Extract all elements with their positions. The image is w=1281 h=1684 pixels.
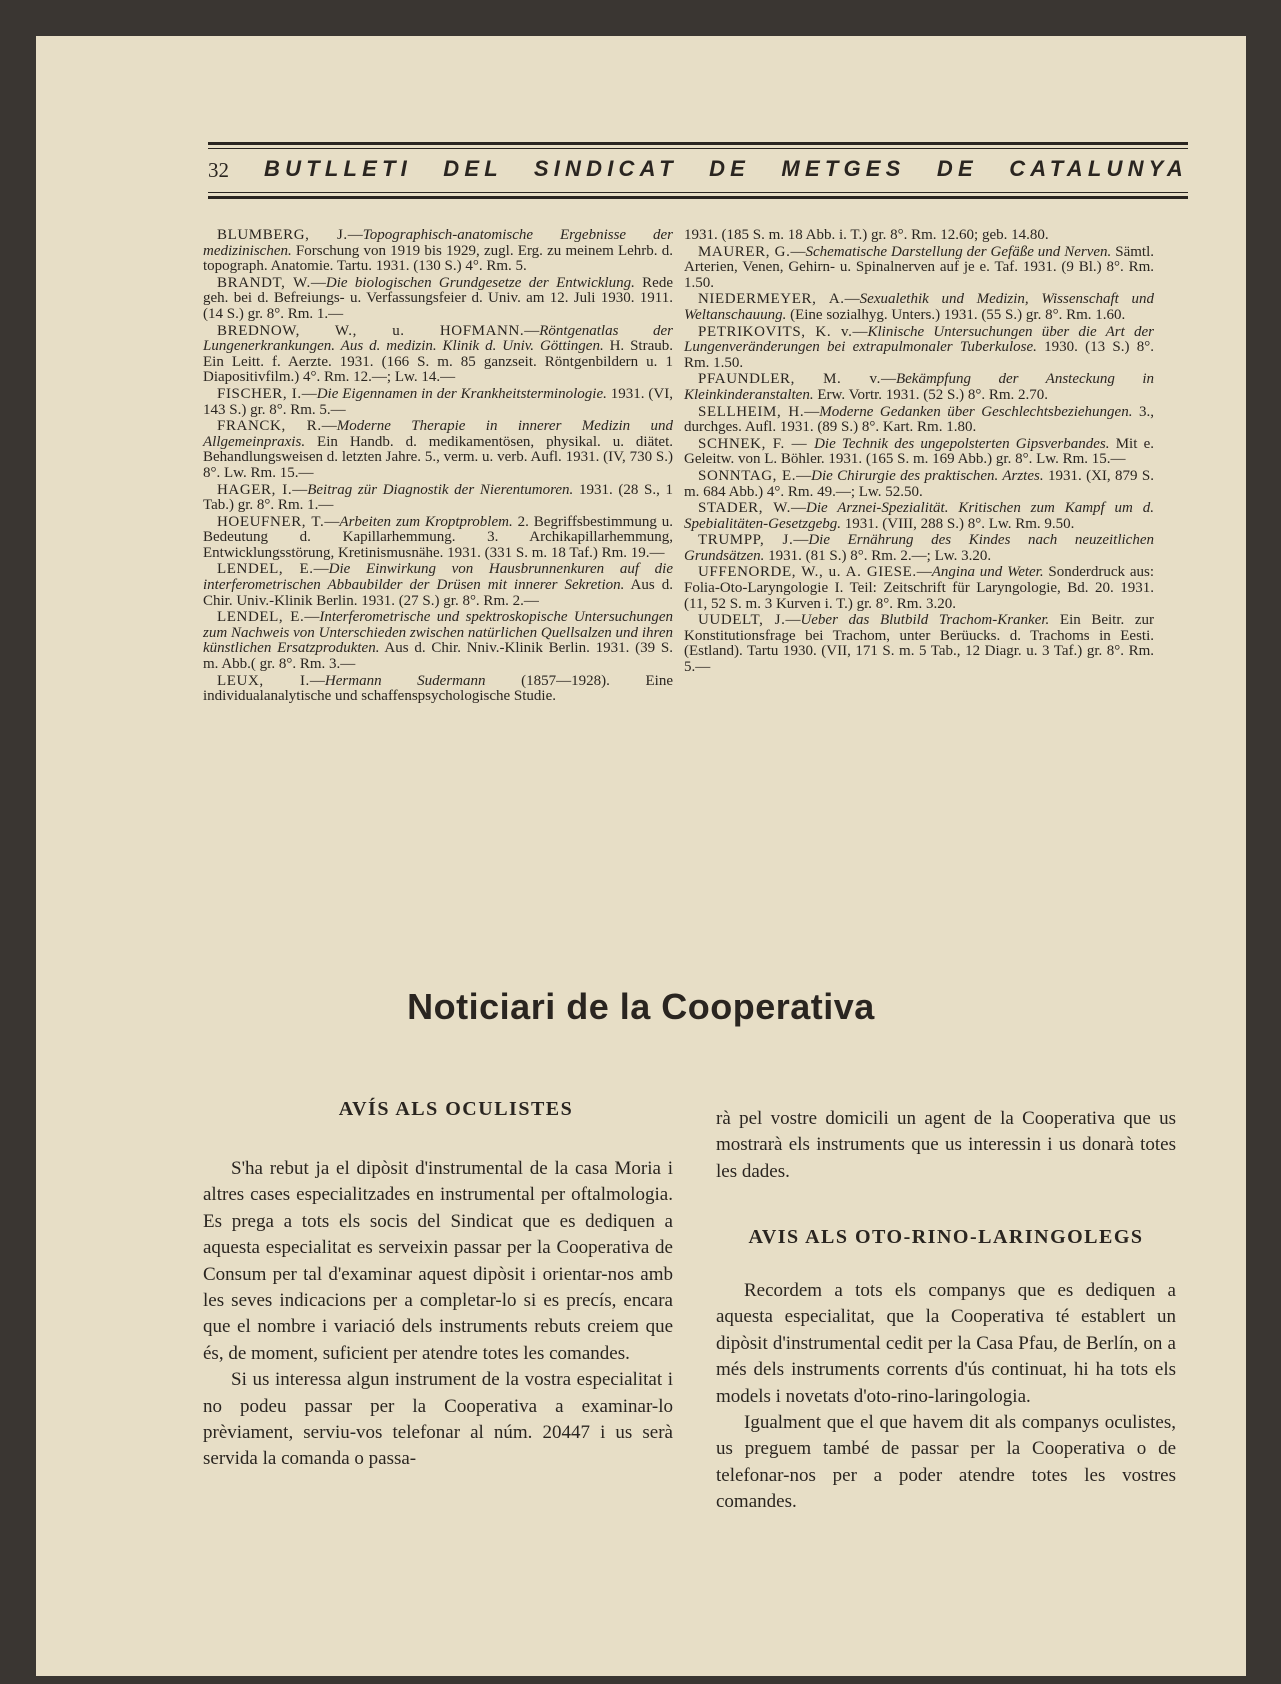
bibliography-entry: UFFENORDE, W., u. A. GIESE.—Angina und Weter. Sonderdruck aus: Folia-Oto-Laryngologie I. Teil: Zeitschrift für Laryngologie, Bd. 20. 1931. (11, 52 S. m. 3 Kurven i. T.) gr. 8°. Rm. 3.20. [684,564,1155,612]
bibliography-entry: LENDEL, E.—Die Einwirkung von Hausbrunnenkuren auf die interferometrischen Abbaubilder der Drüsen mit innerer Sekretion. Aus d. Chir. Univ.-Klinik Berlin. 1931. (27 S.) gr. 8°. Rm. 2.— [203,561,673,609]
entry-author: PFAUNDLER, M. v. [698,371,881,388]
bibliography-entry: SONNTAG, E.—Die Chirurgie des praktischen. Arztes. 1931. (XI, 879 S. m. 684 Abb.) 4°. Rm. 49.—; Lw. 52.50. [684,467,1155,500]
entry-title: Die Arznei-Spezialität. Kritischen zum Kampf um d. Spebialitäten-Gesetzgebg. [684,500,1154,532]
entry-title: Die Einwirkung von Hausbrunnenkuren auf die interferometrischen Abbaubilder der Drüsen mit innerer Sekretion. [203,561,673,594]
entry-title: Die Chirurgie des praktischen. Arztes. [811,467,1044,484]
header-rule-bottom-thin [208,192,1188,193]
bibliography-entry: HAGER, I.—Beitrag zür Diagnostik der Nierentumoren. 1931. (28 S., 1 Tab.) gr. 8°. Rm. 1.— [203,481,674,514]
entry-title: Ueber das Blutbild Trachom-Kranker. [800,612,1050,629]
entry-title: Beitrag zür Diagnostik der Nierentumoren. [307,481,574,498]
oto-body [716,1278,1176,1516]
entry-title: Schematische Darstellung der Gefäße und Nerven. [805,243,1112,260]
entry-author: LENDEL, E. [217,609,305,626]
entry-details: H. Straub. Ein Leitt. f. Aerzte. 1931. (166 S. m. 85 ganzseit. Röntgenbildern u. 1 Diapositivfilm.) 4°. Rm. 12.—; Lw. 14.— [203,338,673,386]
page-number: 32 [208,158,229,182]
bibliography-entry: UUDELT, J.—Ueber das Blutbild Trachom-Kranker. Ein Beitr. zur Konstitutionsfrage bei Trachom, unter Berüucks. d. Trachoms in Eesti. (Estland). Tartu 1930. (VII, 171 S. m. 5 Tab., 12 Diagr. u. 3 Taf.) gr. 8°. Rm. 5.— [684,612,1154,676]
entry-title: Die Technik des ungepolsterten Gipsverbandes. [814,435,1110,452]
bibliography-entry: LENDEL, E.—Interferometrische und spektroskopische Untersuchungen zum Nachweis von Unterschieden zwischen natürlichen Quellsalzen und ihren künstlichen Ersatzprodukten. Aus d. Chir. Nniv.-Klinik Berlin. 1931. (39 S. m. Abb.( gr. 8°. Rm. 3.— [203,609,674,673]
entry-details: Ein Beitr. zur Konstitutionsfrage bei Trachom, unter Berüucks. d. Trachoms in Eesti. (Estland). Tartu 1930. (VII, 171 S. m. 5 Tab., 12 Diagr. u. 3 Taf.) gr. 8°. Rm. 5.— [684,612,1154,676]
entry-details: 1931. (81 S.) 8°. Rm. 2.—; Lw. 3.20. [764,547,992,564]
entry-details: Sonderdruck aus: Folia-Oto-Laryngologie I. Teil: Zeitschrift für Laryngologie, Bd. 20. 1931. (11, 52 S. m. 3 Kurven i. T.) gr. 8°. Rm. 3.20. [684,564,1155,612]
entry-title: Röntgenatlas der Lungenerkrankungen. Aus d. medizin. Klinik d. Univ. Göttingen. [203,322,674,355]
bibliography-entry: PFAUNDLER, M. v.—Bekämpfung der Ansteckung in Kleinkinderanstalten. Erw. Vortr. 1931. (52 S.) 8°. Rm. 2.70. [684,371,1154,403]
bibliography-entry [684,228,1154,244]
entry-details: 1931. (VI, 143 S.) gr. 8°. Rm. 5.— [203,385,673,418]
entry-title: Angina und Weter. [931,564,1044,581]
entry-title: Klinische Untersuchungen über die Art der Lungenveränderungen bei extrapulmonaler Tuberkulose. [684,323,1154,356]
header-rule-top-thin [208,148,1188,149]
oto-paragraph: Igualment que el que havem dit als companys oculistes, us preguem també de passar per la Cooperativa o de telefonar-nos per a poder atendre totes les vostres comandes. [716,1412,1176,1513]
bibliography-entry: BREDNOW, W., u. HOFMANN.—Röntgenatlas der Lungenerkrankungen. Aus d. medizin. Klinik d. Univ. Göttingen. H. Straub. Ein Leitt. f. Aerzte. 1931. (166 S. m. 85 ganzseit. Röntgenbildern u. 1 Diapositivfilm.) 4°. Rm. 12.—; Lw. 14.— [203,322,674,386]
entry-details: 3., durchges. Aufl. 1931. (89 S.) 8°. Kart. Rm. 1.80. [684,403,1154,436]
entry-details: 1931. (185 S. m. 18 Abb. i. T.) gr. 8°. Rm. 12.60; geb. 14.80. [684,227,1049,243]
oto-heading: AVIS ALS OTO-RINO-LARINGOLEGS [748,1226,1144,1248]
bibliography-entry: BLUMBERG, J.—Topographisch-anatomische Ergebnisse der medizinischen. Forschung von 1919 bis 1929, zugl. Erg. zu meinem Lehrb. d. topograph. Anatomie. Tartu. 1931. (130 S.) 4°. Rm. 5. [203,227,673,275]
entry-author: FRANCK, R. [217,418,322,435]
entry-details: (Eine sozialhyg. Unters.) 1931. (55 S.) gr. 8°. Rm. 1.60. [786,306,1126,323]
header-rule-top-thick [208,142,1188,145]
entry-author: UFFENORDE, W., u. A. GIESE. [698,564,917,581]
entry-author: SONNTAG, E. [698,467,797,484]
entry-author: LENDEL, E. [217,561,314,578]
entry-title: Die Ernährung des Kindes nach neuzeitlichen Grundsätzen. [684,532,1154,564]
entry-details: 1931. (XI, 879 S. m. 684 Abb.) 4°. Rm. 49.—; Lw. 52.50. [684,467,1155,500]
bibliography-entry: PETRIKOVITS, K. v.—Klinische Untersuchungen über die Art der Lungenveränderungen bei extrapulmonaler Tuberkulose. 1930. (13 S.) 8°. Rm. 1.50. [684,323,1154,371]
entry-author: HOEUFNER, T. [217,513,325,530]
entry-title: Sexualethik und Medizin, Wissenschaft und Weltanschauung. [684,291,1154,323]
entry-details: Sämtl. Arterien, Venen, Gehirn- u. Spinalnerven auf je e. Taf. 1931. (9 Bl.) 8°. Rm. 1.50. [684,243,1154,291]
entry-author: PETRIKOVITS, K. v. [698,323,853,340]
entry-details: 2. Begriffsbestimmung u. Bedeutung d. Kapillarhemmung. 3. Archikapillarhemmung, Entwicklungsstörung, Kretinismusnähe. 1931. (331 S. m. 18 Taf.) Rm. 19.— [203,513,674,561]
entry-details: Erw. Vortr. 1931. (52 S.) 8°. Rm. 2.70. [813,386,1049,403]
entry-details: Aus d. Chir. Nniv.-Klinik Berlin. 1931. (39 S. m. Abb.( gr. 8°. Rm. 3.— [203,640,674,673]
entry-author: SELLHEIM, H. [698,403,805,420]
bibliography-right-column [684,228,1154,677]
entry-title: Hermann Sudermann [324,672,486,689]
entry-title: Interferometrische und spektroskopische Untersuchungen zum Nachweis von Unterschieden zwischen natürlichen Quellsalzen und ihren künstlichen Ersatzprodukten. [203,609,673,657]
oculistes-heading: AVÍS ALS OCULISTES [338,1098,574,1120]
entry-author: NIEDERMEYER, A. [698,291,845,308]
entry-details: (1857—1928). Eine individualanalytische und schaffenspsychologische Studie. [203,672,673,705]
oto-paragraph: Recordem a tots els companys que es dediquen a aquesta especialitat, que la Cooperativa té establert un dipòsit d'instrumental cedit per la Casa Pfau, de Berlín, on a més dels instruments corrents d'ús continuat, hi ha tots els models i novetats d'oto-rino-laringologia. [716,1280,1176,1407]
oculistes-paragraph: S'ha rebut ja el dipòsit d'instrumental de la casa Moria i altres cases especialitzades en instrumental per oftalmologia. Es prega a tots els socis del Sindicat que es dediquen a aquesta especialitat es serveixin passar per la Cooperativa de Consum per tal d'examinar aquest dipòsit i orientar-nos amb les seves indicacions per a completar-lo si es precís, encara que el nombre i variació dels instruments rebuts creiem que és, de moment, suficient per atendre totes les comandes. [203,1158,673,1364]
entry-title: Bekämpfung der Ansteckung in Kleinkinderanstalten. [684,371,1154,403]
oculistes-continued-paragraph: rà pel vostre domicili un agent de la Cooperativa que us mostrarà els instruments que us interessin i us donarà totes les dades. [716,1108,1176,1182]
entry-title: Die biologischen Grundgesetze der Entwicklung. [325,274,635,291]
entry-author: SCHNEK, F. — [698,435,815,452]
entry-details: Forschung von 1919 bis 1929, zugl. Erg. zu meinem Lehrb. d. topograph. Anatomie. Tartu. 1931. (130 S.) 4°. Rm. 5. [203,242,673,275]
bibliography-entry: FRANCK, R.—Moderne Therapie in innerer Medizin und Allgemeinpraxis. Ein Handb. d. medikamentösen, physikal. u. diätet. Behandlungsweisen d. letzten Jahre. 5., verm. u. verb. Aufl. 1931. (IV, 730 S.) 8°. Lw. Rm. 15.— [203,418,674,481]
running-title: BUTLLETI DEL SINDICAT DE METGES DE CATALUNYA [264,156,1188,181]
bibliography-entry: SELLHEIM, H.—Moderne Gedanken über Geschlechtsbeziehungen. 3., durchges. Aufl. 1931. (89 S.) 8°. Kart. Rm. 1.80. [684,403,1154,436]
bibliography-entry: TRUMPP, J.—Die Ernährung des Kindes nach neuzeitlichen Grundsätzen. 1931. (81 S.) 8°. Rm. 2.—; Lw. 3.20. [684,532,1154,564]
entry-details: Rede geh. bei d. Befreiungs- u. Verfassungsfeier d. Univ. am 12. Juli 1930. 1911. (14 S.) gr. 8°. Rm. 1.— [203,274,673,322]
section-heading: Noticiari de la Cooperativa [407,986,875,1027]
entry-author: UUDELT, J. [698,612,786,629]
oculistes-continued [716,1106,1176,1185]
running-header [208,154,1188,188]
entry-details: Mit e. Geleitw. von L. Böhler. 1931. (165 S. m. 169 Abb.) gr. 8°. Lw. Rm. 15.— [684,435,1154,468]
entry-title: Die Eigennamen in der Krankheitsterminologie. [316,385,607,402]
entry-author: FISCHER, I. [217,385,302,402]
bibliography-entry [684,437,1154,468]
bibliography-entry: STADER, W.—Die Arznei-Spezialität. Kritischen zum Kampf um d. Spebialitäten-Gesetzgebg. 1931. (VIII, 288 S.) 8°. Lw. Rm. 9.50. [684,500,1154,532]
entry-author: BRANDT, W. [217,274,311,291]
entry-author: BLUMBERG, J. [217,227,348,243]
entry-details: 1930. (13 S.) 8°. Rm. 1.50. [684,339,1154,371]
entry-details: 1931. (VIII, 288 S.) 8°. Lw. Rm. 9.50. [841,515,1075,532]
entry-title: Arbeiten zum Kroptproblem. [339,513,513,530]
entry-author: MAURER, G. [698,243,791,260]
entry-details: 1931. (28 S., 1 Tab.) gr. 8°. Rm. 1.— [203,481,674,514]
entry-author: TRUMPP, J. [698,532,794,549]
entry-details: Ein Handb. d. medikamentösen, physikal. u. diätet. Behandlungsweisen d. letzten Jahre. 5., verm. u. verb. Aufl. 1931. (IV, 730 S.) 8°. Lw. Rm. 15.— [203,433,673,481]
entry-author: STADER, W. [698,500,791,517]
entry-author: BREDNOW, W., u. HOFMANN. [217,322,525,339]
oculistes-body [203,1156,673,1473]
bibliography-entry: NIEDERMEYER, A.—Sexualethik und Medizin, Wissenschaft und Weltanschauung. (Eine sozialhyg. Unters.) 1931. (55 S.) gr. 8°. Rm. 1.60. [684,291,1154,323]
bibliography-entry: MAURER, G.—Schematische Darstellung der Gefäße und Nerven. Sämtl. Arterien, Venen, Gehirn- u. Spinalnerven auf je e. Taf. 1931. (9 Bl.) 8°. Rm. 1.50. [684,243,1154,291]
oculistes-paragraph: Si us interessa algun instrument de la vostra especialitat i no podeu passar per la Cooperativa a examinar-lo prèviament, serviu-vos telefonar al núm. 20447 i us serà servida la comanda o passa- [203,1369,673,1470]
header-rule-bottom-thick [208,196,1188,199]
bibliography-entry: LEUX, I.—Hermann Sudermann (1857—1928). Eine individualanalytische und schaffenspsychologische Studie. [203,672,673,705]
entry-author: LEUX, I. [217,672,310,689]
journal-page [36,36,1246,1676]
entry-title: Topographisch-anatomische Ergebnisse der medizinischen. [203,227,673,259]
entry-author: HAGER, I. [217,481,293,498]
bibliography-entry: BRANDT, W.—Die biologischen Grundgesetze der Entwicklung. Rede geh. bei d. Befreiungs- u. Verfassungsfeier d. Univ. am 12. Juli 1930. 1911. (14 S.) gr. 8°. Rm. 1.— [203,274,673,322]
bibliography-left-column [203,228,673,706]
bibliography-entry: FISCHER, I.—Die Eigennamen in der Krankheitsterminologie. 1931. (VI, 143 S.) gr. 8°. Rm. 5.— [203,385,673,418]
bibliography-entry: HOEUFNER, T.—Arbeiten zum Kroptproblem. 2. Begriffsbestimmung u. Bedeutung d. Kapillarhemmung. 3. Archikapillarhemmung, Entwicklungsstörung, Kretinismusnähe. 1931. (331 S. m. 18 Taf.) Rm. 19.— [203,513,674,561]
entry-title: Moderne Therapie in innerer Medizin und Allgemeinpraxis. [203,418,674,450]
entry-details: Aus d. Chir. Univ.-Klinik Berlin. 1931. (27 S.) gr. 8°. Rm. 2.— [203,577,673,609]
entry-title: Moderne Gedanken über Geschlechtsbeziehungen. [819,403,1133,420]
